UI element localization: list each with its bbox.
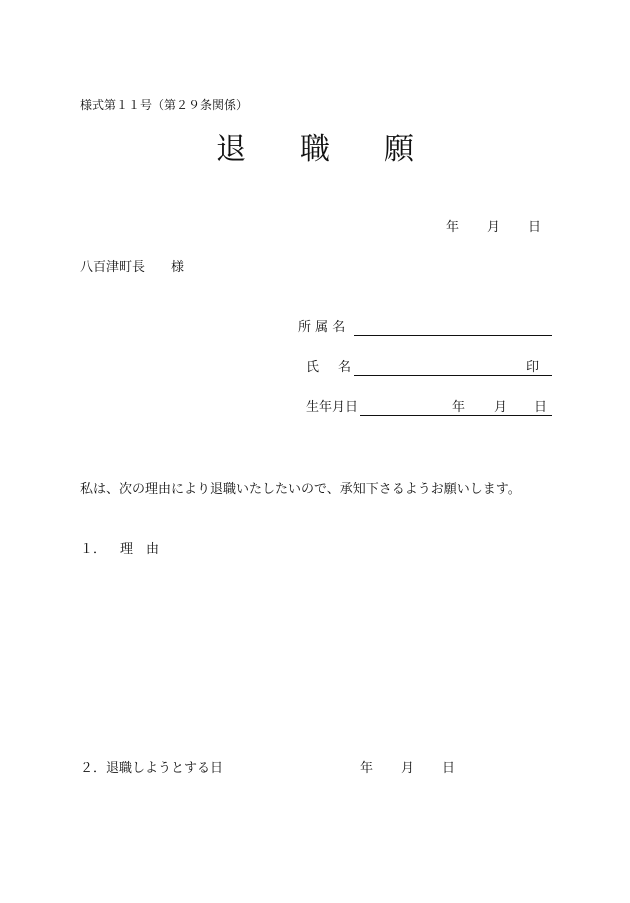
name-field[interactable] <box>306 356 552 376</box>
reason-number: １． <box>80 542 107 557</box>
birth-day-label: 日 <box>534 400 548 415</box>
birth-month-label: 月 <box>494 400 508 415</box>
birthdate-underline <box>360 415 552 416</box>
affiliation-field[interactable] <box>298 316 552 336</box>
birth-year-label: 年 <box>452 400 466 415</box>
name-label-first: 氏 <box>306 360 320 375</box>
name-label-second: 名 <box>338 360 352 375</box>
birthdate-field[interactable] <box>306 396 552 416</box>
submission-month: 月 <box>487 220 501 235</box>
seal-mark: 印 <box>526 360 540 375</box>
retirement-date-label: ２．退職しようとする日 <box>80 761 224 776</box>
retirement-date[interactable] <box>360 757 455 776</box>
title-char-3: 願 <box>384 132 414 167</box>
retirement-day: 日 <box>442 761 456 776</box>
title-char-2: 職 <box>300 132 330 167</box>
document-title <box>0 124 630 168</box>
reason-heading <box>80 538 159 557</box>
reason-label: 理 由 <box>120 542 160 557</box>
affiliation-label: 所 属 名 <box>298 320 346 335</box>
submission-day: 日 <box>528 220 542 235</box>
title-char-1: 退 <box>216 132 246 167</box>
addressee-honorific: 様 <box>171 260 185 275</box>
retirement-year: 年 <box>360 761 374 776</box>
retirement-month: 月 <box>401 761 415 776</box>
addressee-name: 八百津町長 <box>80 260 146 275</box>
submission-year: 年 <box>446 220 460 235</box>
birthdate-label: 生年月日 <box>306 400 359 415</box>
addressee <box>80 256 184 275</box>
form-number: 様式第１１号（第２９条関係） <box>80 98 249 112</box>
statement-text: 私は、次の理由により退職いたしたいので、承知下さるようお願いします。 <box>80 482 521 497</box>
name-underline <box>354 375 552 376</box>
submission-date <box>446 216 541 235</box>
affiliation-underline <box>354 335 552 336</box>
